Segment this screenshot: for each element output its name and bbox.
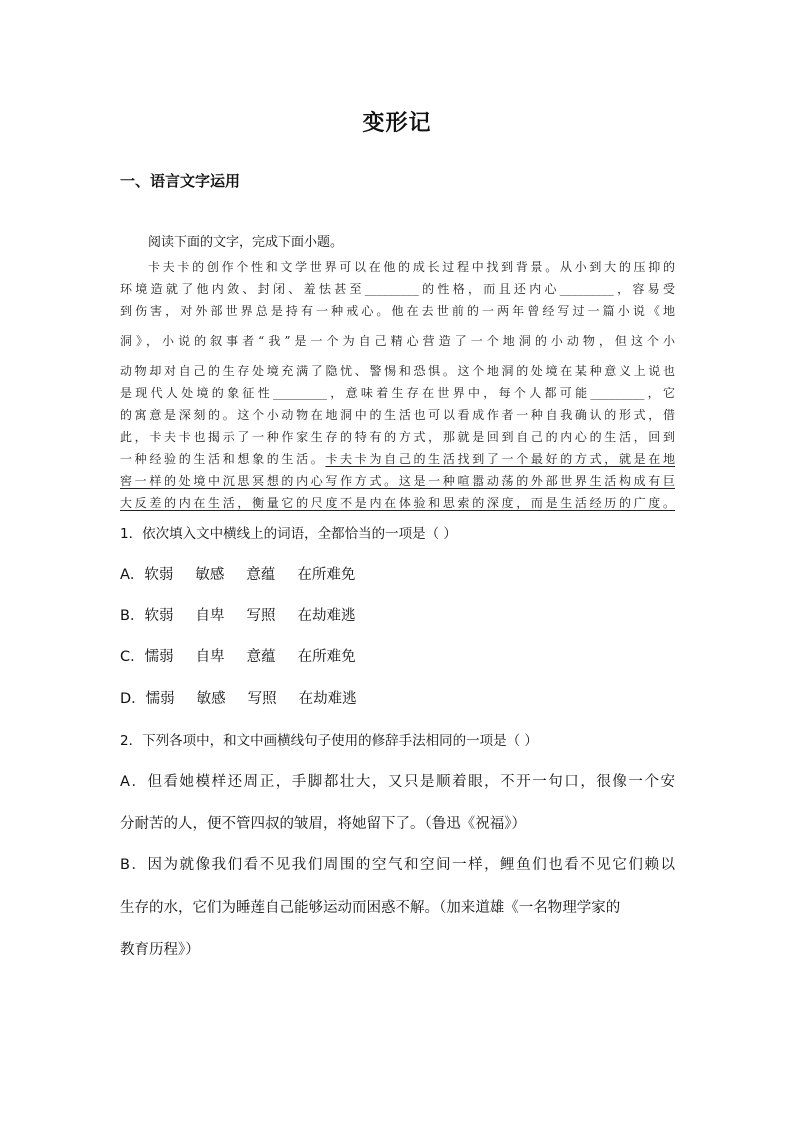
passage-line: 是现代人处境的象征性_________，意味着生存在世界中，每个人都可能_________，它 — [120, 386, 675, 400]
question-2-option-b[interactable]: B．因为就像我们看不见我们周围的空气和空间一样，鲤鱼们也看不见它们赖以 — [120, 857, 675, 873]
question-2-option-b-cont: 教育历程》） — [120, 942, 200, 958]
option-word: 在劫难逃 — [298, 691, 357, 707]
option-word: 在所难免 — [297, 567, 356, 583]
question-2-option-a-cont: 分耐苦的人，便不管四叔的皱眉，将她留下了。（鲁迅《祝福》） — [120, 816, 526, 832]
option-label: C． — [120, 649, 145, 665]
option-word: 在所难免 — [297, 649, 356, 665]
passage-line: 洞》，小说的叙事者“我”是一个为自己精心营造了一个地洞的小动物，但这个小 — [120, 334, 675, 348]
passage-line: 到伤害，对外部世界总是持有一种戒心。他在去世前的一两年曾经写过一篇小说《地 — [120, 304, 675, 318]
passage-line: 环境造就了他内敛、封闭、羞怯甚至_________的性格，而且还内心_________，容易受 — [120, 282, 675, 296]
passage-line — [120, 472, 675, 489]
question-1-stem: 1．依次填入文中横线上的词语，全都恰当的一项是（ ） — [120, 526, 457, 542]
question-2-stem: 2．下列各项中，和文中画横线句子使用的修辞手法相同的一项是（ ） — [120, 733, 538, 749]
passage-text: 此，卡夫卡也揭示了一种作家生存的特有的方式，那就是回到自己的内心的生活，回到 — [120, 430, 675, 444]
option-word: 在劫难逃 — [297, 608, 356, 624]
option-label: D． — [120, 691, 146, 707]
option-word: 自卑 — [195, 649, 225, 665]
page-title: 变形记 — [362, 111, 432, 136]
option-word: 意蕴 — [246, 567, 276, 583]
passage-line — [120, 450, 675, 467]
option-word: 敏感 — [196, 691, 226, 707]
question-1-option-b[interactable] — [120, 604, 377, 625]
option-word: 懦弱 — [145, 691, 175, 707]
option-word: 软弱 — [144, 608, 174, 624]
option-label: A． — [120, 567, 145, 583]
option-word: 写照 — [246, 608, 276, 624]
option-word: 懦弱 — [144, 649, 174, 665]
option-word: 软弱 — [144, 567, 174, 583]
question-2-option-b-cont: 生存的水，它们为睡莲自己能够运动而困惑不解。（加来道雄《一名物理学家的 — [120, 900, 621, 916]
option-word: 意蕴 — [246, 649, 276, 665]
question-1-option-d[interactable] — [120, 687, 379, 708]
option-word: 敏感 — [195, 567, 225, 583]
underlined-sentence: 卡夫卡为自己的生活找到了一个最好的方式，就是在地 — [325, 452, 675, 466]
question-2-option-a[interactable]: A．但看她模样还周正，手脚都壮大，又只是顺着眼，不开一句口，很像一个安 — [120, 774, 675, 790]
option-word: 自卑 — [195, 608, 225, 624]
question-1-option-c[interactable] — [120, 645, 378, 666]
passage-text: 一种经验的生活和想象的生活。 — [120, 452, 326, 466]
section-heading: 一、语言文字运用 — [120, 172, 241, 190]
passage-line: 卡夫卡的创作个性和文学世界可以在他的成长过程中找到背景。从小到大的压抑的 — [148, 260, 675, 274]
passage-line — [120, 428, 675, 445]
option-label: B． — [120, 608, 145, 624]
option-word: 写照 — [247, 691, 277, 707]
passage-line — [120, 494, 675, 511]
passage-line: 的寓意是深刻的。这个小动物在地洞中的生活也可以看成作者一种自我确认的形式，借 — [120, 408, 675, 422]
underlined-sentence: 窖一样的处境中沉思冥想的内心写作方式。这是一种喧嚣动荡的外部世界生活构成有巨 — [120, 474, 675, 488]
underlined-sentence: 大反差的内在生活，衡量它的尺度不是内在体验和思索的深度，而是生活经历的广度。 — [120, 496, 675, 510]
passage-line: 动物却对自己的生存处境充满了隐忧、警惕和恐惧。这个地洞的处境在某种意义上说也 — [120, 364, 675, 378]
instruction-text: 阅读下面的文字，完成下面小题。 — [148, 235, 344, 250]
question-1-option-a[interactable] — [120, 563, 377, 584]
